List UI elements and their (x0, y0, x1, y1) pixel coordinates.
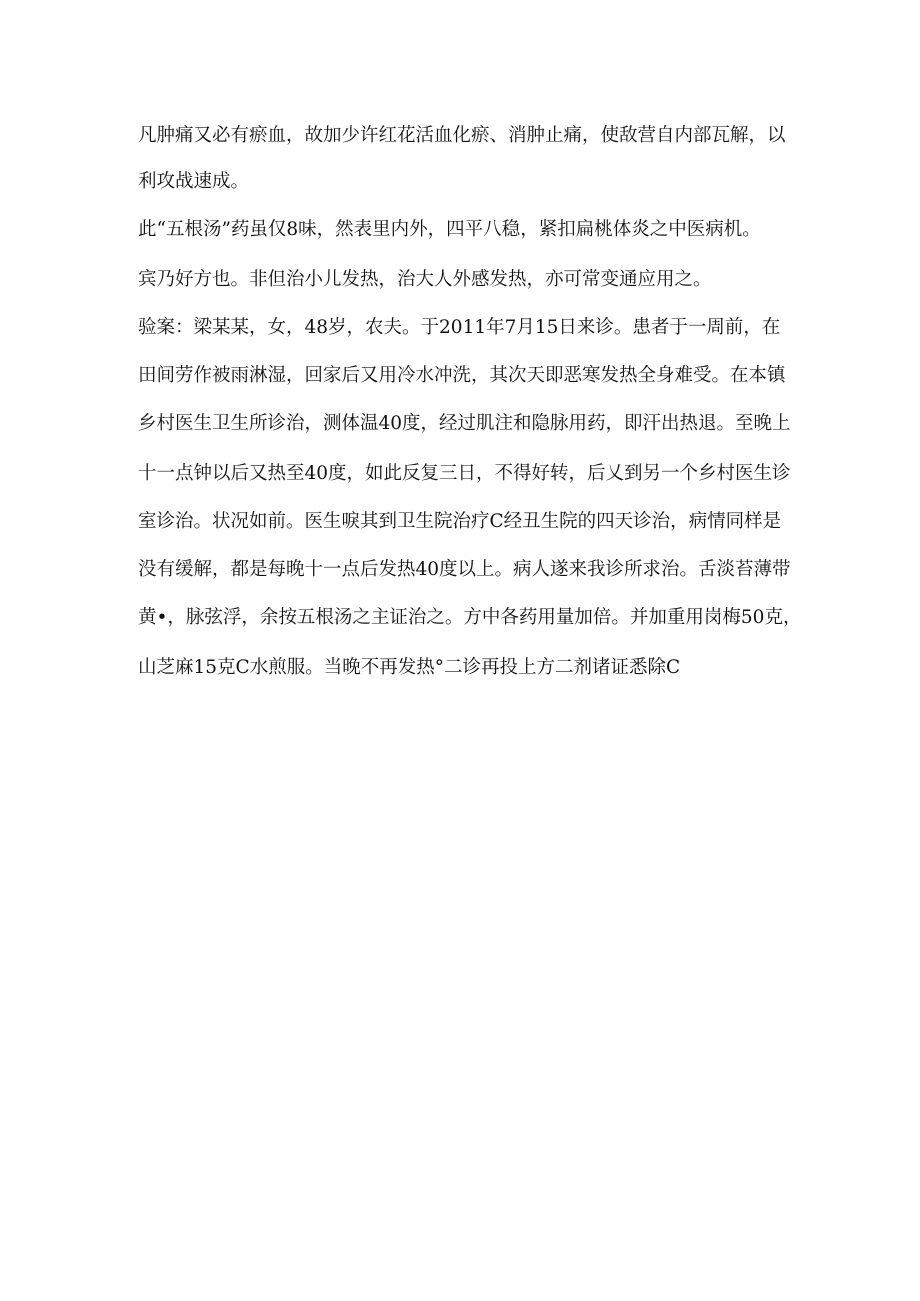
text-line: 验案：梁某某，女，48岁，农夫。于2011年7月15日来诊。患者于一周前，在 (138, 317, 781, 338)
text-line: 宾乃好方也。非但治小儿发热，治大人外感发热，亦可常变通应用之。 (138, 269, 712, 290)
text-line: 凡肿痛又必有瘀血，故加少许红花活血化瘀、消肿止痛，使敌营自内部瓦解，以 (138, 125, 786, 146)
text-line: 田间劳作被雨淋湿，回家后又用冷水冲洗，其次天即恶寒发热全身难受。在本镇 (138, 365, 786, 386)
text-line: 室诊治。状况如前。医生唳其到卫生院治疗C经丑生院的四天诊治，病情同样是 (138, 511, 782, 532)
text-line: 利攻战速成。 (138, 171, 250, 192)
text-line: 山芝麻15克C水煎服。当晚不再发热°二诊再投上方二剂诸证悉除C (138, 657, 681, 678)
text-line: 黄•，脉弦浮，余按五根汤之主证治之。方中各药用量加倍。并加重用岗梅50克， (138, 607, 802, 628)
text-line: 没有缓解，都是每晚十一点后发热40度以上。病人遂来我诊所求治。舌淡苔薄带 (138, 559, 791, 580)
text-line: 此“五根汤”药虽仅8味，然表里内外，四平八稳，紧扣扁桃体炎之中医病机。 (138, 219, 761, 240)
text-line: 乡村医生卫生所诊治，测体温40度，经过肌注和隐脉用药，即汗出热退。至晚上 (138, 413, 791, 434)
text-line: 十一点钟以后又热至40度，如此反复三日，不得好转，后乂到另一个乡村医生诊 (138, 463, 791, 484)
